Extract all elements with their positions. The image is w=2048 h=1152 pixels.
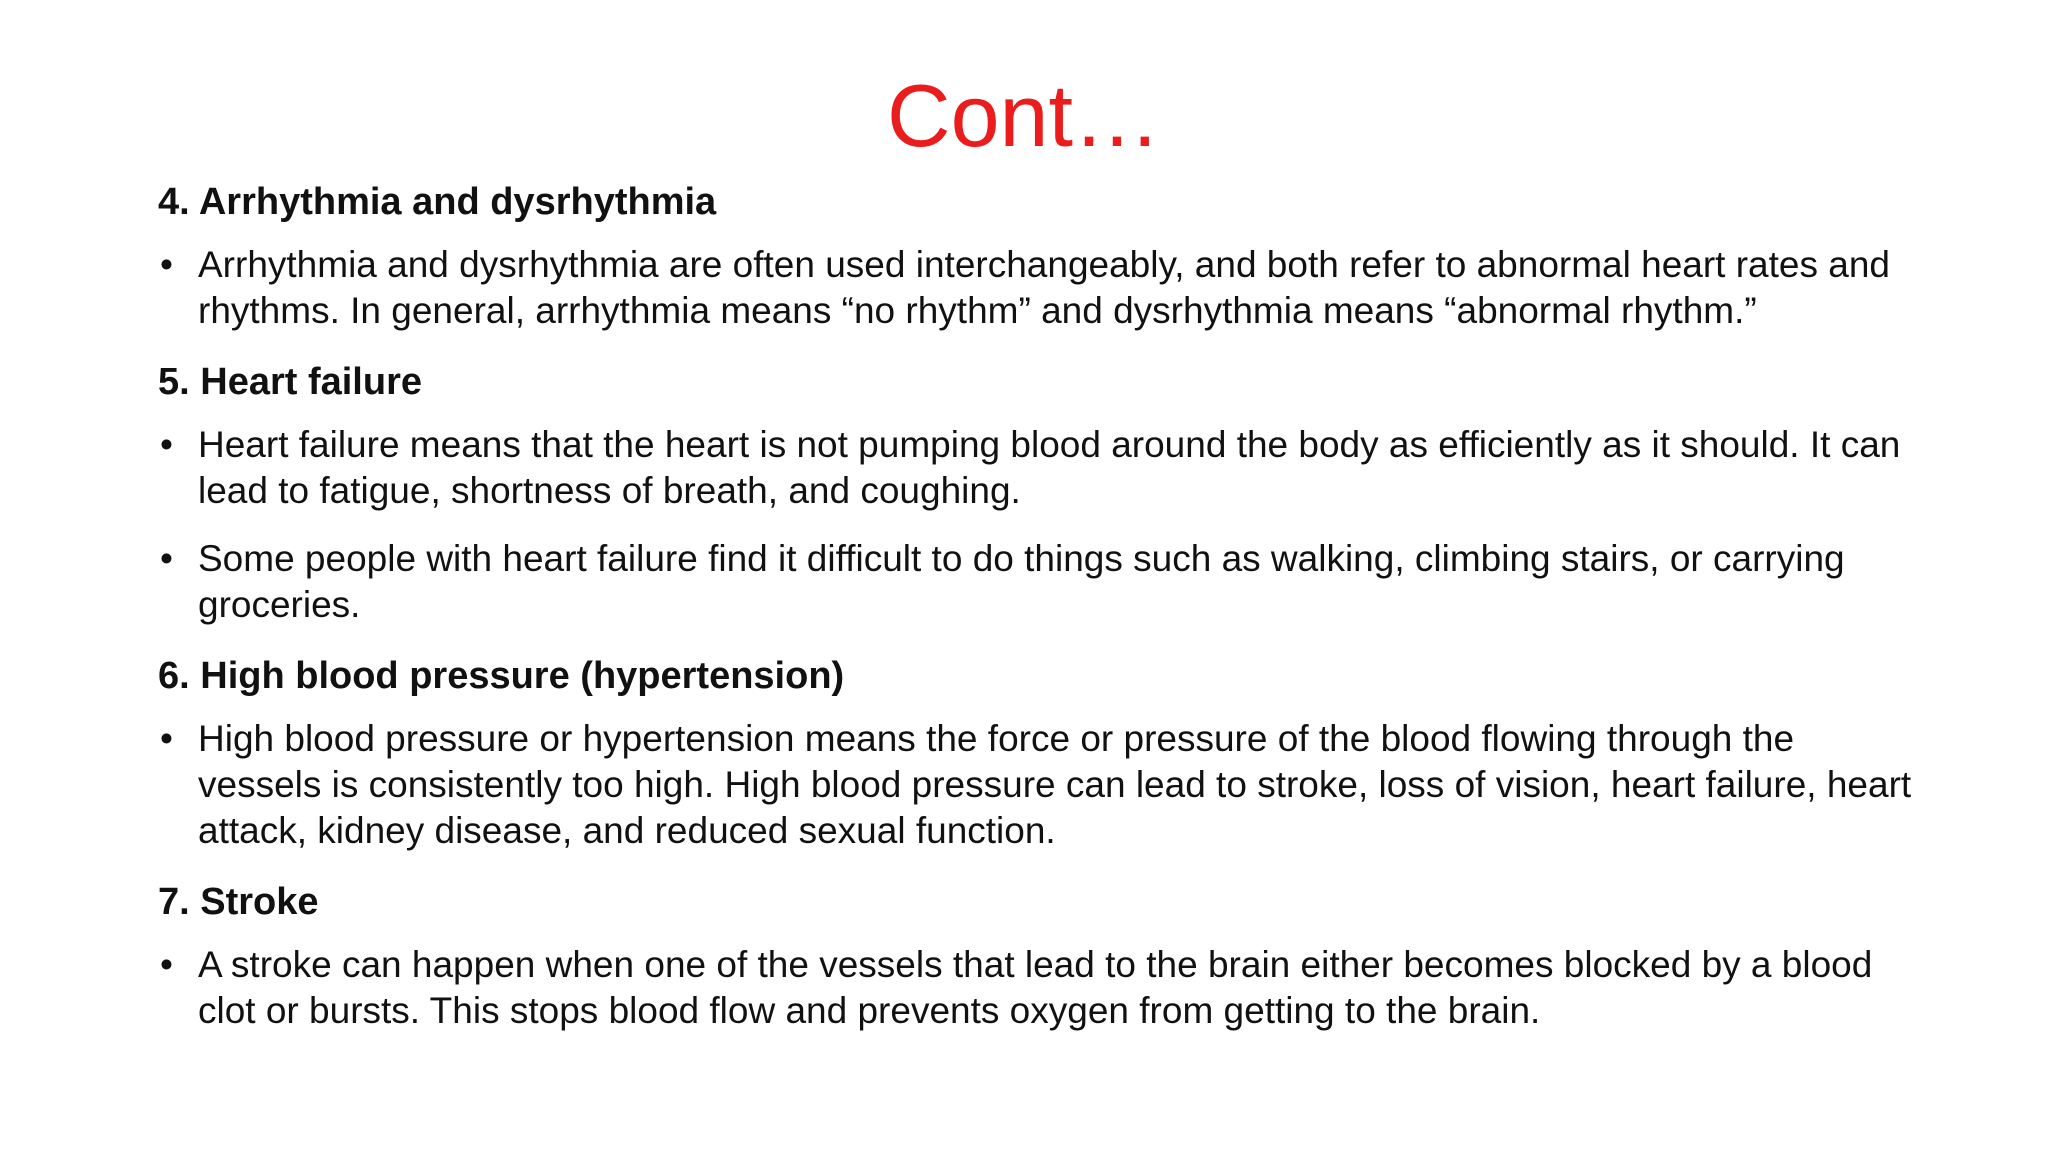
bullet-dot-icon: • bbox=[160, 718, 173, 759]
bullet-dot-icon: • bbox=[160, 424, 173, 465]
bullet-item bbox=[158, 942, 1918, 1034]
bullet-text: A stroke can happen when one of the vessels that lead to the brain either becomes blocked by a blood clot or bursts. This stops blood flow and prevents oxygen from getting to the brain. bbox=[198, 944, 1873, 1031]
section-arrhythmia bbox=[158, 176, 1918, 334]
bullet-item bbox=[158, 716, 1918, 854]
bullet-item bbox=[158, 422, 1918, 514]
bullet-text: Some people with heart failure find it difficult to do things such as walking, climbing stairs, or carrying groceries. bbox=[198, 538, 1845, 625]
section-heart-failure bbox=[158, 356, 1918, 628]
section-heading: 5. Heart failure bbox=[158, 361, 422, 403]
bullet-list bbox=[158, 942, 1918, 1034]
bullet-text: Heart failure means that the heart is not pumping blood around the body as efficiently as it should. It can lead to fatigue, shortness of breath, and coughing. bbox=[198, 424, 1901, 511]
slide-content bbox=[158, 176, 1918, 1056]
bullet-text: Arrhythmia and dysrhythmia are often used interchangeably, and both refer to abnormal heart rates and rhythms. In general, arrhythmia means “no rhythm” and dysrhythmia means “abnormal rhythm.” bbox=[198, 244, 1891, 331]
bullet-item bbox=[158, 242, 1918, 334]
bullet-dot-icon: • bbox=[160, 538, 173, 579]
section-heading: 6. High blood pressure (hypertension) bbox=[158, 655, 845, 697]
bullet-dot-icon: • bbox=[160, 944, 173, 985]
section-hypertension bbox=[158, 650, 1918, 854]
bullet-dot-icon: • bbox=[160, 244, 173, 285]
bullet-text: High blood pressure or hypertension means the force or pressure of the blood flowing through the vessels is consistently too high. High blood pressure can lead to stroke, loss of vision, heart failure, heart attack, kidney disease, and reduced sexual function. bbox=[198, 718, 1912, 851]
bullet-list bbox=[158, 422, 1918, 628]
section-stroke bbox=[158, 876, 1918, 1034]
slide-title: Cont… bbox=[887, 66, 1161, 165]
bullet-item bbox=[158, 536, 1918, 628]
section-heading: 7. Stroke bbox=[158, 881, 319, 923]
bullet-list bbox=[158, 716, 1918, 854]
section-heading: 4. Arrhythmia and dysrhythmia bbox=[158, 181, 717, 223]
bullet-list bbox=[158, 242, 1918, 334]
